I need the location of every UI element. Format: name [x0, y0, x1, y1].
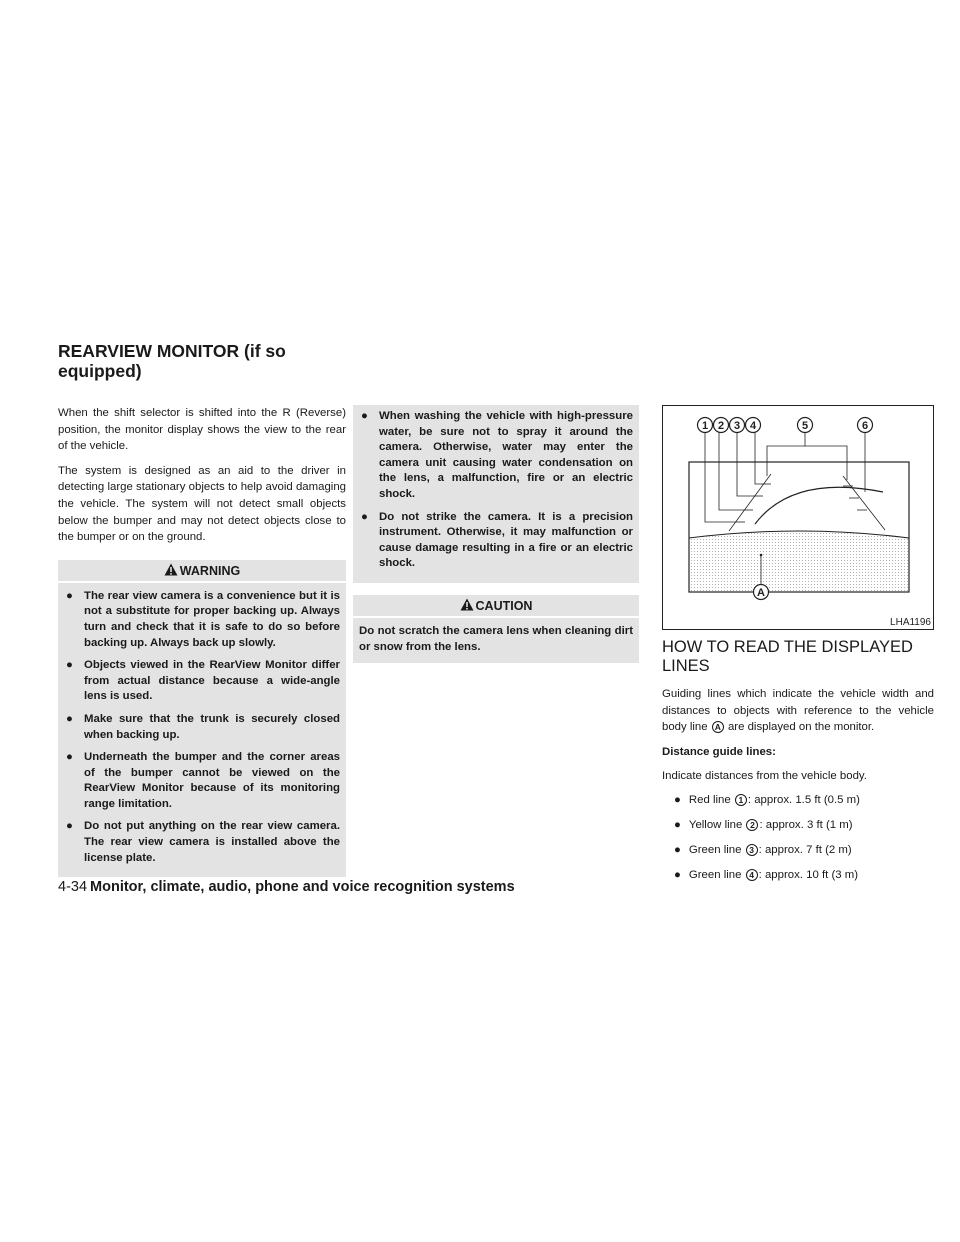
label-4: 4 — [749, 420, 757, 432]
caution-header — [353, 595, 639, 618]
distance-guide-intro: Indicate distances from the vehicle body. — [662, 769, 867, 782]
section-title: REARVIEW MONITOR (if so equipped) — [58, 341, 286, 381]
bullet-icon: ● — [674, 869, 681, 882]
label-1: 1 — [701, 420, 709, 432]
distance-list — [662, 792, 934, 883]
caution-text: Do not scratch the camera lens when cleaning dirt or snow from the lens. — [359, 624, 633, 653]
list-item: ● The rear view camera is a convenience but it is not a substitute for proper backing up. Always turn and check that it is safe to do so before backing up. Always back up slowly. — [66, 589, 340, 649]
bullet-icon: ● — [674, 819, 681, 832]
chapter-title: Monitor, climate, audio, phone and voice recognition systems — [90, 879, 515, 895]
page-footer — [58, 879, 515, 895]
caution-box — [353, 595, 639, 663]
bumper-area — [689, 531, 909, 592]
label-a: A — [757, 587, 765, 599]
bullet-icon: ● — [361, 410, 368, 422]
list-item: ● Underneath the bumper and the corner areas of the bumper cannot be viewed on the RearView Monitor because of its monitoring range limitation. — [66, 751, 340, 810]
page-number: 4-34 — [58, 879, 88, 895]
rearview-display-figure — [662, 405, 934, 630]
marker-3-icon: 3 — [746, 844, 758, 856]
list-item: ● Objects viewed in the RearView Monitor differ from actual distance because a wide-angle lens is used. — [66, 659, 340, 703]
intro-paragraph-1: When the shift selector is shifted into the R (Reverse) position, the monitor display shows the view to the rear of the vehicle. — [58, 407, 346, 453]
bullet-icon: ● — [674, 844, 681, 857]
marker-2-icon: 2 — [746, 819, 758, 831]
list-item: ● Make sure that the trunk is securely closed when backing up. — [66, 712, 340, 741]
figure-code: LHA1196 — [890, 617, 931, 628]
column-left — [58, 405, 346, 877]
bullet-icon: ● — [66, 712, 73, 725]
warning-list — [64, 589, 340, 867]
guide-lines-diagram — [663, 406, 935, 631]
bullet-icon: ● — [66, 751, 73, 764]
bullet-icon: ● — [66, 659, 73, 672]
list-item: ● Red line 1 : approx. 1.5 ft (0.5 m) — [674, 794, 860, 807]
distance-guide-label: Distance guide lines: — [662, 745, 776, 758]
warning-box-continued — [353, 405, 639, 583]
bullet-icon: ● — [66, 820, 73, 833]
bullet-icon: ● — [361, 510, 368, 523]
label-2: 2 — [717, 420, 725, 432]
intro-paragraph-2: The system is designed as an aid to the driver in detecting large stationary objects to help avoid damaging the vehicle. The system will not detect small objects below the bumper and may not detect objects close to the bumper or on the ground. — [58, 464, 346, 544]
warning-header — [58, 560, 346, 583]
subsection-heading: HOW TO READ THE DISPLAYED LINES — [662, 638, 913, 675]
list-item: ● Green line 4 : approx. 10 ft (3 m) — [674, 869, 859, 882]
caution-title: CAUTION — [475, 598, 533, 613]
list-item: ● Yellow line 2 : approx. 3 ft (1 m) — [674, 819, 853, 832]
label-5: 5 — [801, 420, 809, 432]
label-6: 6 — [861, 420, 869, 432]
label-3: 3 — [733, 420, 741, 432]
bullet-icon: ● — [66, 589, 73, 602]
caution-triangle-icon — [460, 598, 474, 611]
list-item: ● Green line 3 : approx. 7 ft (2 m) — [674, 844, 852, 857]
list-item: ● Do not strike the camera. It is a precision instrument. Otherwise, it may malfunction or cause damage resulting in a fire or an electric shock. — [361, 510, 633, 570]
warning-list-continued — [359, 409, 633, 572]
marker-4-icon: 4 — [746, 869, 758, 881]
marker-a-icon: A — [712, 721, 724, 733]
marker-1-icon: 1 — [735, 794, 747, 806]
column-middle — [353, 405, 639, 663]
list-item: ● Do not put anything on the rear view camera. The rear view camera is installed above the license plate. — [66, 820, 340, 864]
bullet-icon: ● — [674, 794, 681, 807]
warning-triangle-icon — [164, 563, 178, 576]
warning-box — [58, 560, 346, 878]
column-right — [662, 405, 934, 892]
guide-lines-intro: Guiding lines which indicate the vehicle width and distances to objects with reference to the vehicle body line A are displayed on the monitor. — [662, 688, 934, 734]
list-item: ● When washing the vehicle with high-pressure water, be sure not to spray it around the camera. Otherwise, water may enter the camera unit causing water condensation on the lens, a malfunction, fire or an electric shock. — [361, 410, 633, 500]
warning-title: WARNING — [179, 563, 241, 578]
